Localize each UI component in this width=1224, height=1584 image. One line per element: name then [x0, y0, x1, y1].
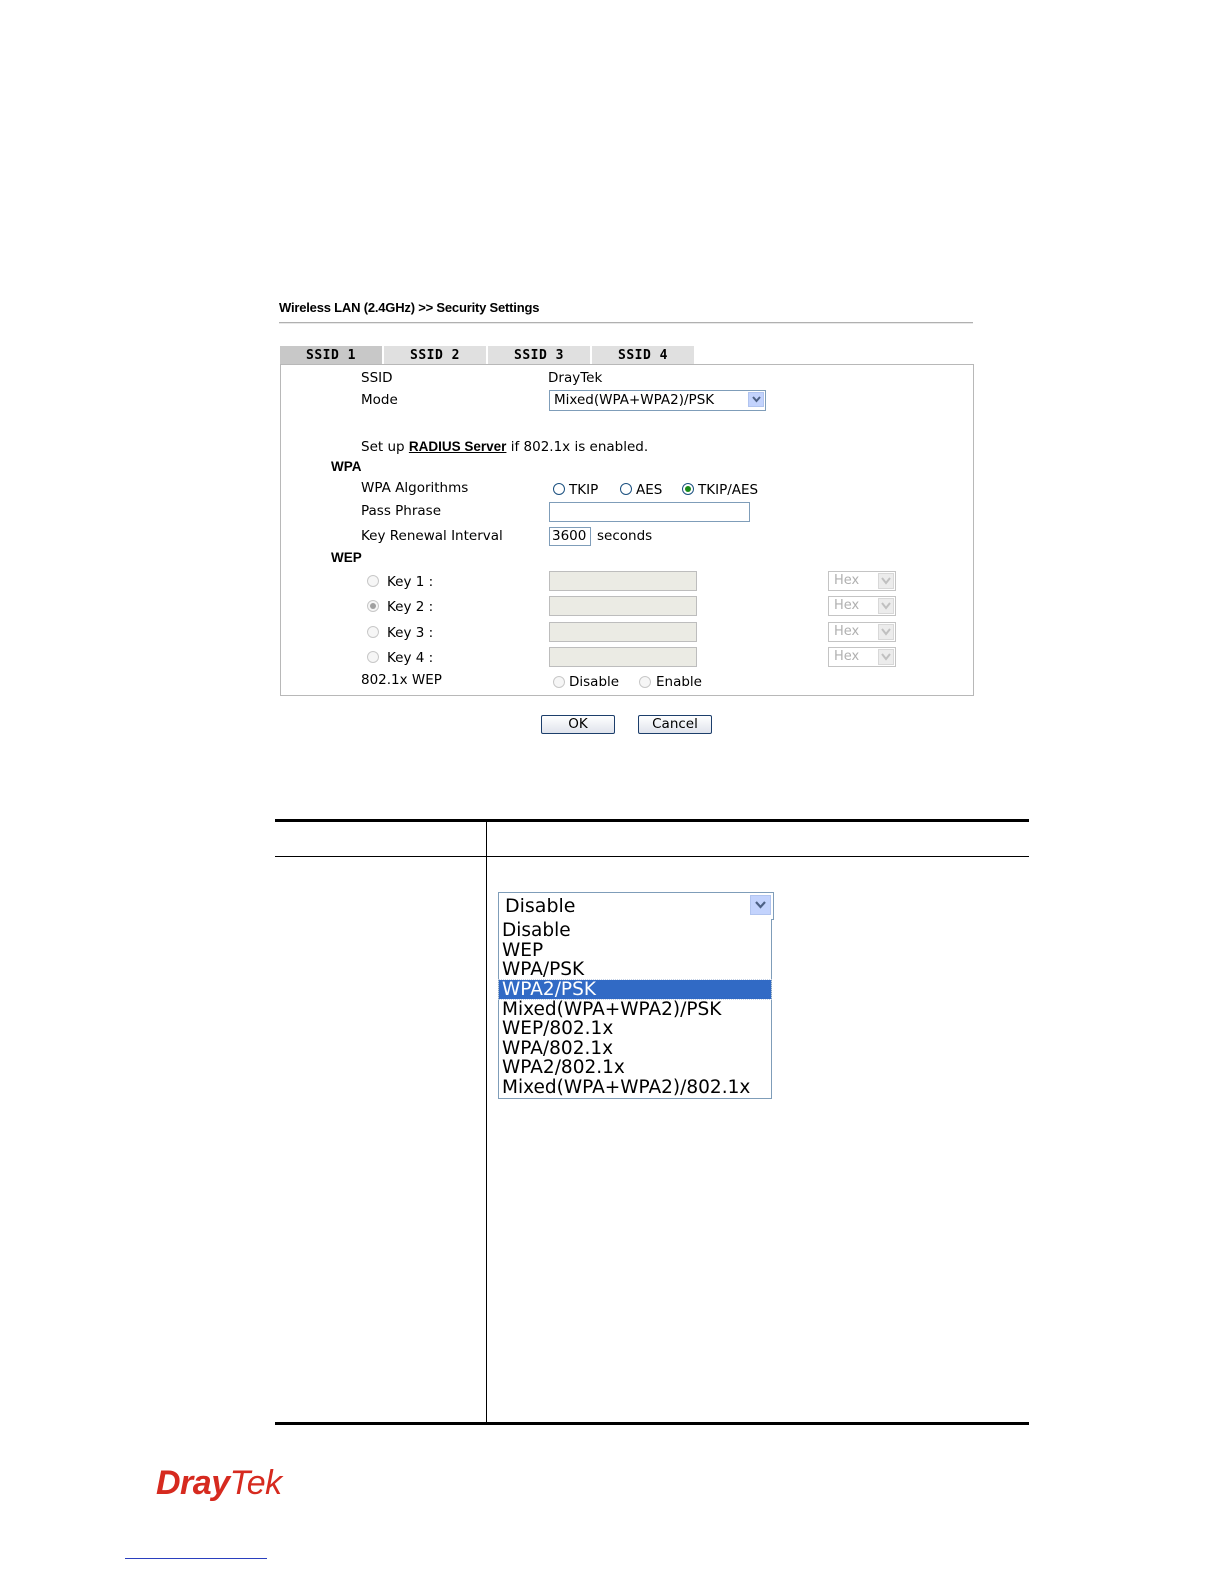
chevron-down-icon — [878, 598, 894, 614]
wpa-algorithms-label: WPA Algorithms — [361, 480, 469, 496]
mode-dropdown-value: Disable — [505, 895, 576, 917]
key-renewal-label: Key Renewal Interval — [361, 528, 503, 544]
mode-dropdown-list — [498, 919, 772, 1099]
ok-button[interactable]: OK — [541, 715, 615, 734]
radio-key-1[interactable] — [367, 575, 379, 587]
radius-line — [361, 439, 648, 455]
key-4-input[interactable] — [549, 647, 697, 667]
key-2-format-select[interactable] — [828, 596, 896, 616]
ssid-value: DrayTek — [548, 370, 603, 386]
table-top-border — [275, 819, 1029, 822]
key-3-format-value: Hex — [834, 624, 860, 639]
radius-server-link[interactable]: RADIUS Server — [408, 439, 507, 454]
radio-key-3[interactable] — [367, 626, 379, 638]
key-3-label: Key 3 : — [387, 625, 434, 641]
table-bottom-border — [275, 1422, 1029, 1425]
mode-option-wep[interactable]: WEP — [502, 940, 544, 961]
mode-dropdown[interactable] — [498, 892, 774, 920]
mode-option-wpa-psk[interactable]: WPA/PSK — [502, 959, 585, 980]
wep-heading: WEP — [331, 550, 362, 565]
radio-aes[interactable] — [620, 483, 632, 495]
radio-tkip-aes[interactable] — [682, 483, 694, 495]
key-renewal-unit: seconds — [597, 528, 653, 544]
key-4-label: Key 4 : — [387, 650, 434, 666]
page-title: Wireless LAN (2.4GHz) >> Security Settings — [279, 300, 540, 315]
tab-ssid-3[interactable]: SSID 3 — [488, 346, 590, 364]
pass-phrase-input[interactable] — [549, 502, 750, 522]
key-2-format-value: Hex — [834, 598, 860, 613]
mode-label: Mode — [361, 392, 398, 408]
radius-prefix: Set up — [361, 439, 405, 455]
key-1-format-value: Hex — [834, 573, 860, 588]
radio-tkip-label: TKIP — [569, 482, 599, 498]
radio-tkip-aes-label: TKIP/AES — [698, 482, 759, 498]
draytek-logo — [156, 1464, 282, 1503]
key-3-input[interactable] — [549, 622, 697, 642]
mode-option-mixed-psk[interactable]: Mixed(WPA+WPA2)/PSK — [502, 999, 722, 1020]
radio-aes-label: AES — [636, 482, 663, 498]
key-1-format-select[interactable] — [828, 571, 896, 591]
radio-key-4[interactable] — [367, 651, 379, 663]
key-1-label: Key 1 : — [387, 574, 434, 590]
cancel-button[interactable]: Cancel — [638, 715, 712, 734]
tab-ssid-2[interactable]: SSID 2 — [384, 346, 486, 364]
chevron-down-icon — [878, 624, 894, 640]
radio-dot1x-enable[interactable] — [639, 676, 651, 688]
radio-key-2[interactable] — [367, 600, 379, 612]
dot1x-wep-label: 802.1x WEP — [361, 672, 442, 688]
pass-phrase-label: Pass Phrase — [361, 503, 442, 519]
ssid-label: SSID — [361, 370, 393, 386]
mode-select-value: Mixed(WPA+WPA2)/PSK — [554, 392, 715, 408]
key-2-input[interactable] — [549, 596, 697, 616]
key-4-format-value: Hex — [834, 649, 860, 664]
table-header-divider — [275, 856, 1029, 857]
logo-part-dray: Dray — [156, 1464, 230, 1502]
radio-dot1x-enable-label: Enable — [656, 674, 702, 690]
radio-dot1x-disable-label: Disable — [569, 674, 620, 690]
mode-option-wpa-8021x[interactable]: WPA/802.1x — [502, 1038, 614, 1059]
tab-ssid-4[interactable]: SSID 4 — [592, 346, 694, 364]
wpa-heading: WPA — [331, 459, 362, 474]
table-column-divider — [486, 820, 487, 1424]
mode-option-wpa2-psk[interactable]: WPA2/PSK — [499, 980, 771, 999]
logo-part-tek: Tek — [229, 1464, 282, 1502]
mode-option-disable[interactable]: Disable — [502, 920, 571, 941]
mode-option-mixed-8021x[interactable]: Mixed(WPA+WPA2)/802.1x — [502, 1077, 751, 1098]
mode-option-wpa2-8021x[interactable]: WPA2/802.1x — [502, 1057, 625, 1078]
mode-select[interactable] — [549, 390, 766, 411]
key-2-label: Key 2 : — [387, 599, 434, 615]
radius-suffix: if 802.1x is enabled. — [510, 439, 649, 455]
footer-link-underline[interactable] — [125, 1558, 267, 1559]
chevron-down-icon[interactable] — [750, 895, 771, 915]
chevron-down-icon[interactable] — [748, 392, 764, 407]
mode-option-wep-8021x[interactable]: WEP/802.1x — [502, 1018, 614, 1039]
key-3-format-select[interactable] — [828, 622, 896, 642]
key-renewal-input[interactable]: 3600 — [549, 527, 591, 546]
radio-dot1x-disable[interactable] — [553, 676, 565, 688]
title-divider — [279, 322, 973, 324]
key-1-input[interactable] — [549, 571, 697, 591]
chevron-down-icon — [878, 649, 894, 665]
key-4-format-select[interactable] — [828, 647, 896, 667]
chevron-down-icon — [878, 573, 894, 589]
radio-tkip[interactable] — [553, 483, 565, 495]
tab-ssid-1[interactable]: SSID 1 — [280, 346, 382, 364]
